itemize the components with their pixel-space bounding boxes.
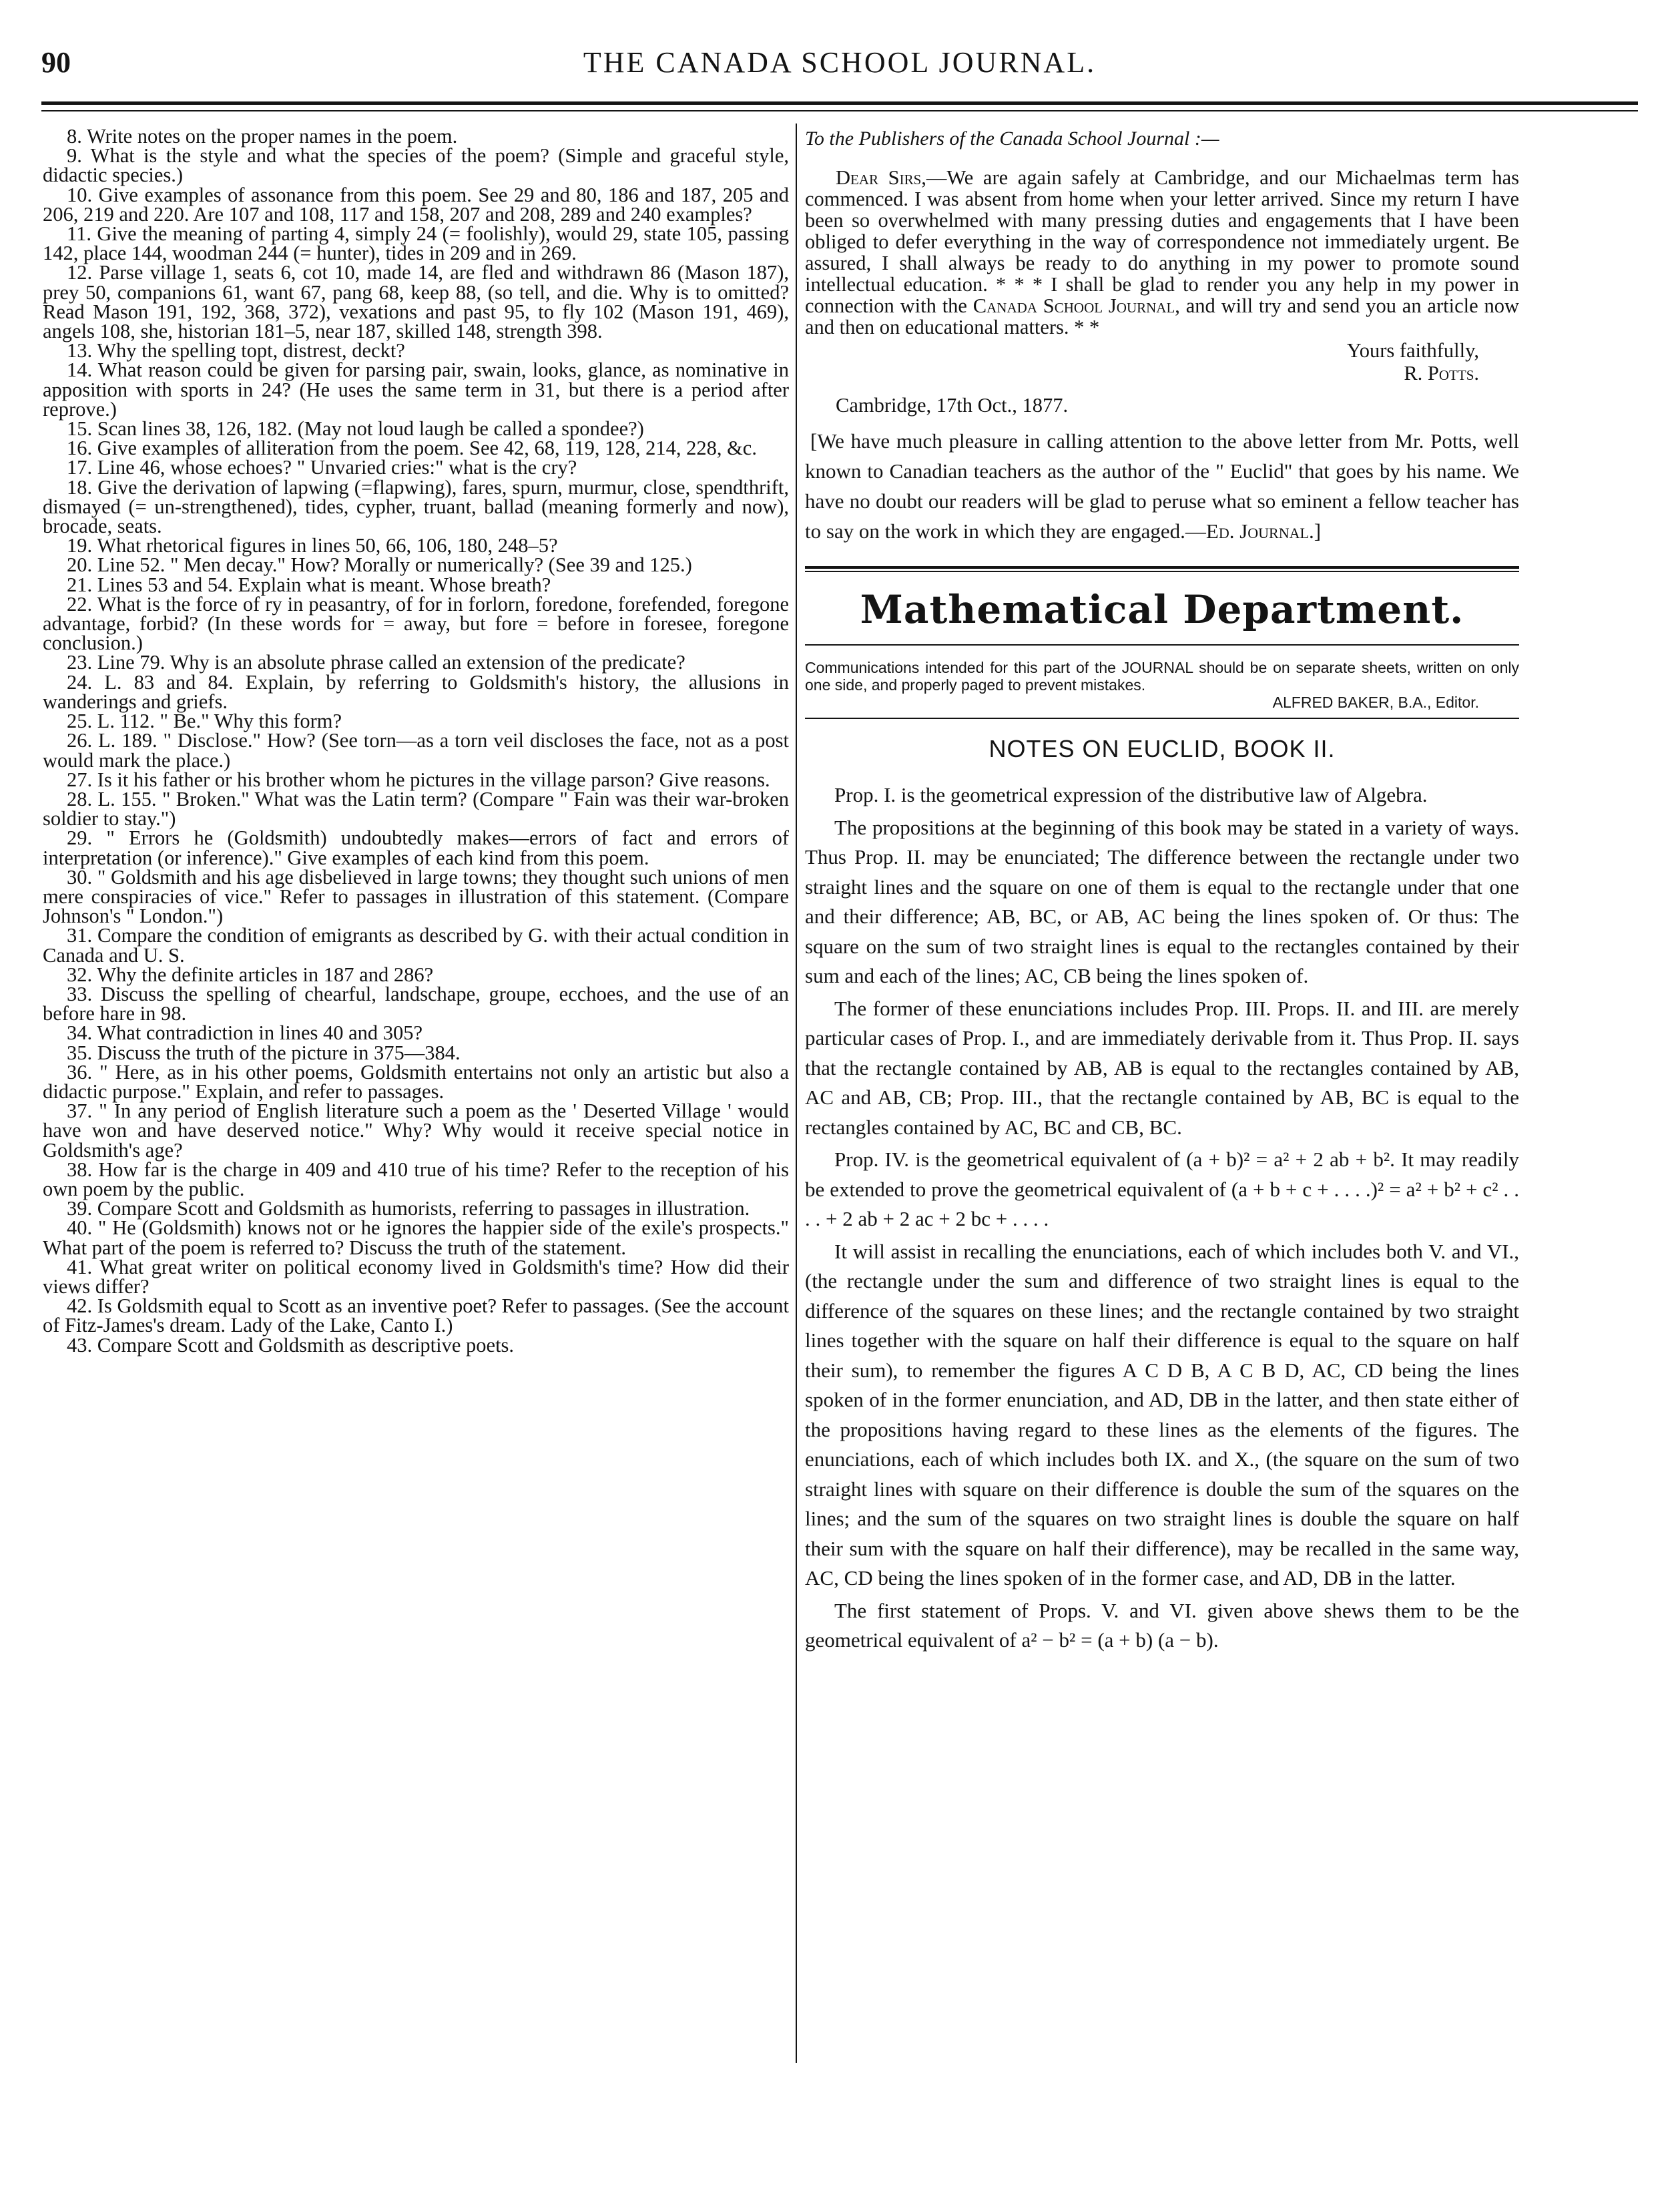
- exam-question: 9. What is the style and what the species of the poem? (Simple and graceful style, didactic species.): [43, 144, 789, 187]
- exam-questions-column: [43, 127, 789, 1355]
- article-body: [805, 780, 1519, 1656]
- exam-question: 17. Line 46, whose echoes? " Unvaried cries:" what is the cry?: [67, 456, 577, 479]
- article-paragraph: The first statement of Props. V. and VI. given above shews them to be the geometrical equivalent of a² − b² = (a + b) (a − b).: [805, 1598, 1519, 1652]
- questions-list: [43, 127, 789, 1355]
- exam-question: 35. Discuss the truth of the picture in 375—384.: [67, 1041, 461, 1064]
- editor-note-sign: Ed. Journal.]: [1205, 519, 1322, 543]
- editor-note: [805, 426, 1519, 546]
- article-paragraph: It will assist in recalling the enunciations, each of which includes both V. and VI., (the rectangle under the sum and difference of two straight lines is equal to the difference of the squares on these lines; and the rectangle contained by two straight lines together with the square on half their difference is equal to the square on half their sum), to remember the figures A C D B, A C B D, AC, CD being the lines spoken of in the former enunciation, and AD, DB in the latter, and then state either of the propositions having regard to these lines as the elements of the figures. The enunciations, each of which includes both IX. and X., (the square on the sum of two straight lines with square on their difference is double the sum of the squares on the lines; and the sum of the squares on two straight lines is double the square on half their sum with the square on half their difference), may be recalled in the same way, AC, CD being the lines spoken of in the former case, and AD, DB in the latter.: [805, 1239, 1519, 1590]
- exam-question: 39. Compare Scott and Goldsmith as humorists, referring to passages in illustration.: [67, 1197, 750, 1220]
- exam-question: 28. L. 155. " Broken." What was the Latin term? (Compare " Fain was their war-broken soldier to stay."): [43, 787, 789, 830]
- exam-question: 11. Give the meaning of parting 4, simply 24 (= foolishly), would 29, state 105, passing 142, place 144, woodman 244 (= hunter), tides in 209 and in 269.: [43, 222, 789, 265]
- exam-question: 10. Give examples of assonance from this poem. See 29 and 80, 186 and 187, 205 and 206, 219 and 220. Are 107 and 108, 117 and 158, 207 and 208, 289 and 240 examples?: [43, 183, 789, 226]
- exam-question: 38. How far is the charge in 409 and 410 true of his time? Refer to the reception of his own poem by the public.: [43, 1158, 789, 1200]
- exam-question: 34. What contradiction in lines 40 and 305?: [67, 1021, 423, 1045]
- page-header: [41, 45, 1638, 85]
- exam-question: 29. " Errors he (Goldsmith) undoubtedly makes—errors of fact and errors of interpretation (or inference)." Give examples of each kind from this poem.: [43, 826, 789, 869]
- exam-question: 41. What great writer on political economy lived in Goldsmith's time? How did their views differ?: [43, 1255, 789, 1298]
- department-notice: Communications intended for this part of the JOURNAL should be on separate sheets, written on only one side, and properly paged to prevent mistakes.: [805, 659, 1519, 694]
- running-title: THE CANADA SCHOOL JOURNAL.: [583, 46, 1097, 79]
- department-rule: [805, 644, 1519, 646]
- exam-question: 36. " Here, as in his other poems, Goldsmith entertains not only an artistic but also a didactic purpose." Explain, and refer to passages.: [43, 1060, 789, 1103]
- exam-question: 42. Is Goldsmith equal to Scott as an inventive poet? Refer to passages. (See the account of Fitz-James's dream. Lady of the Lake, Canto I.): [43, 1294, 789, 1337]
- department-rule-lower: [805, 718, 1519, 719]
- exam-question: 25. L. 112. " Be." Why this form?: [67, 710, 342, 733]
- exam-question: 24. L. 83 and 84. Explain, by referring to Goldsmith's history, the allusions in wanderings and griefs.: [43, 670, 789, 713]
- letter-closing: Yours faithfully,: [1346, 339, 1479, 362]
- department-editor: ALFRED BAKER, B.A., Editor.: [1272, 694, 1479, 711]
- letter-signature: R. Potts.: [1404, 362, 1479, 385]
- exam-question: 21. Lines 53 and 54. Explain what is meant. Whose breath?: [67, 573, 551, 596]
- department-title: Mathematical Department.: [860, 587, 1464, 632]
- letter-journal-name: Canada School Journal: [972, 294, 1175, 317]
- exam-question: 16. Give examples of alliteration from the poem. See 42, 68, 119, 128, 214, 228, &c.: [67, 437, 757, 460]
- article-paragraph: Prop. I. is the geometrical expression of the distributive law of Algebra.: [834, 783, 1428, 806]
- exam-question: 26. L. 189. " Disclose." How? (See torn—as a torn veil discloses the face, not as a post would mark the place.): [43, 729, 789, 772]
- letter-text: —We are again safely at Cambridge, and our Michaelmas term has commenced. I was absent from home when your letter arrived. Since my return I have been so overwhelmed with many pressing duties and engagements that I have been obliged to defer everything in the way of correspondence not immediately urgent. Be assured, I shall always be ready to do anything in my power to promote sound intellectual education. * * * I shall be glad to render you any help in my power in connection with the: [805, 166, 1520, 317]
- exam-question: 15. Scan lines 38, 126, 182. (May not loud laugh be called a spondee?): [67, 417, 644, 441]
- letter-text-end: , and will try and send you an article now and then on educational matters. * *: [805, 294, 1519, 338]
- exam-question: 37. " In any period of English literature such a poem as the ' Deserted Village ' would have won and have deserved notice." Why? Why would it receive special notice in Goldsmith's age?: [43, 1100, 789, 1162]
- exam-question: 8. Write notes on the proper names in the poem.: [67, 125, 458, 148]
- editor-note-text: [We have much pleasure in calling attention to the above letter from Mr. Potts, well known to Canadian teachers as the author of the " Euclid" that goes by his name. We have no doubt our readers will be glad to peruse what so eminent a fellow teacher has to say on the work in which they are engaged.—: [805, 429, 1519, 543]
- header-rule-thick: [41, 101, 1638, 105]
- page-number: 90: [41, 46, 71, 79]
- letter-addressee: To the Publishers of the Canada School Journal :—: [805, 128, 1219, 150]
- exam-question: 30. " Goldsmith and his age disbelieved in large towns; they thought such unions of men mere conspiracies of vice." Refer to passages in illustration of this statement. (Compare Johnson's " London."): [43, 865, 789, 928]
- exam-question: 18. Give the derivation of lapwing (=flapwing), fares, spurn, murmur, close, spendthrift, dismayed (= un-strengthened), tides, cypher, truant, ballad (meaning formerly and now), brocade, seats.: [43, 475, 789, 538]
- letter-salutation: Dear Sirs,: [836, 166, 926, 189]
- article-paragraph: The former of these enunciations includes Prop. III. Props. II. and III. are merely particular cases of Prop. I., and are immediately derivable from it. Thus Prop. II. says that the rectangle contained by AB, AB is equal to the rectangles contained by AB, AC and AB, CB; Prop. III., that the rectangle contained by AB, BC is equal to the rectangles contained by AC, BC and CB, BC.: [805, 996, 1519, 1139]
- article-paragraph: The propositions at the beginning of this book may be stated in a variety of ways. Thus Prop. II. may be enunciated; The difference between the rectangle under two straight lines and the square on one of them is equal to the rectangle under that one and their difference; AB, BC, or AB, AC being the lines spoken of. Or thus: The square on the sum of two straight lines is equal to the rectangles contained by their sum and each of the lines; AC, CB being the lines spoken of.: [805, 815, 1519, 987]
- column-divider: [796, 124, 797, 2063]
- section-rule-double: [805, 566, 1519, 572]
- exam-question: 22. What is the force of ry in peasantry, of for in forlorn, foredone, forefended, foregone advantage, forbid? (In these words for = away, but fore = before in foresee, foregone conclusion.): [43, 592, 789, 655]
- exam-question: 12. Parse village 1, seats 6, cot 10, made 14, are fled and withdrawn 86 (Mason 187), prey 50, companions 61, want 67, pang 68, keep 88, (so tell, and die. Why is to omitted? Read Mason 191, 192, 368, 372), vexations and past 95, to fly 102 (Mason 191, 469), angels 108, she, historian 181–5, near 187, skilled 148, strength 398.: [43, 261, 789, 343]
- exam-question: 20. Line 52. " Men decay." How? Morally or numerically? (See 39 and 125.): [67, 553, 692, 577]
- exam-question: 13. Why the spelling topt, distrest, deckt?: [67, 339, 405, 362]
- exam-question: 31. Compare the condition of emigrants as described by G. with their actual condition in Canada and U. S.: [43, 924, 789, 967]
- exam-question: 23. Line 79. Why is an absolute phrase called an extension of the predicate?: [67, 651, 685, 674]
- exam-question: 40. " He (Goldsmith) knows not or he ignores the happier side of the exile's prospects." What part of the poem is referred to? Discuss the truth of the statement.: [43, 1216, 789, 1259]
- exam-question: 32. Why the definite articles in 187 and 286?: [67, 963, 434, 986]
- exam-question: 33. Discuss the spelling of chearful, landschape, groupe, ecchoes, and the use of an before hare in 98.: [43, 982, 789, 1025]
- article-paragraph: Prop. IV. is the geometrical equivalent of (a + b)² = a² + 2 ab + b². It may readily be extended to prove the geometrical equivalent of (a + b + c + . . . .)² = a² + b² + c² . . . . + 2 ab + 2 ac + 2 bc + . . . .: [805, 1148, 1519, 1230]
- letter-dateline: Cambridge, 17th Oct., 1877.: [836, 394, 1069, 417]
- exam-question: 27. Is it his father or his brother whom he pictures in the village parson? Give reasons.: [67, 768, 770, 791]
- header-rule-thin: [41, 110, 1638, 111]
- right-column: [805, 127, 1519, 1658]
- article-title: NOTES ON EUCLID, BOOK II.: [989, 735, 1336, 762]
- exam-question: 43. Compare Scott and Goldsmith as descriptive poets.: [67, 1333, 515, 1357]
- exam-question: 19. What rhetorical figures in lines 50, 66, 106, 180, 248–5?: [67, 534, 558, 557]
- exam-question: 14. What reason could be given for parsing pair, swain, looks, glance, as nominative in apposition with sports in 24? (He uses the same term in 31, but there is a period after reprove.): [43, 358, 789, 421]
- letter-body: [805, 167, 1519, 338]
